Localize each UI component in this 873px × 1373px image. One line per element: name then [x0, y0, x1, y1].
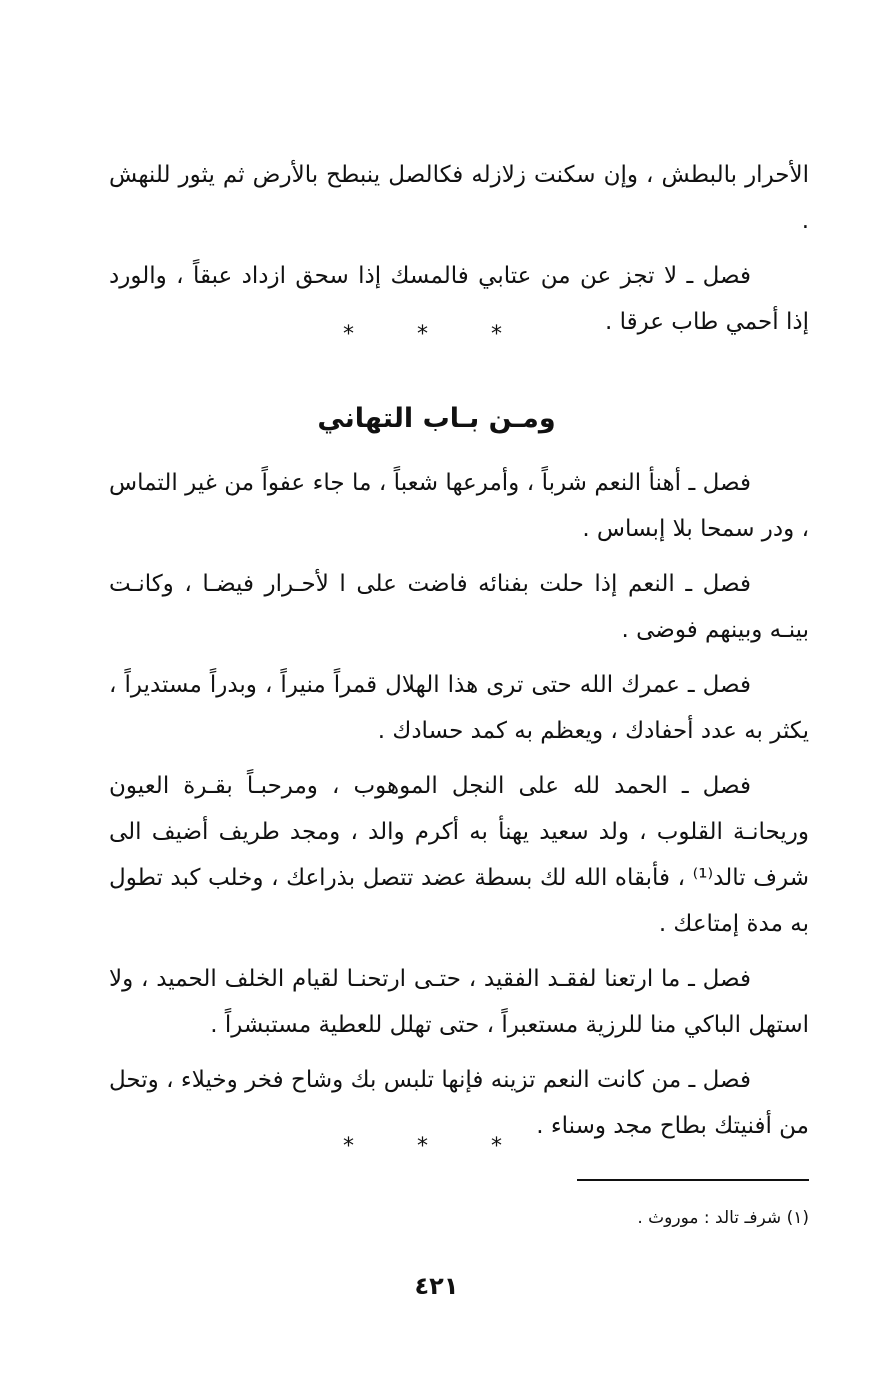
footnote: (١) شرفـ تالد : موروث . — [637, 1208, 809, 1228]
paragraph: فصل ـ النعم إذا حلت بفنائه فاضت على ا لأحـرار فيضـا ، وكانـت بينـه وبينهم فوضى . — [109, 571, 809, 643]
paragraph: فصل ـ ما ارتعنا لفقـد الفقيد ، حتـى ارتحنـا لقيام الخلف الحميد ، ولا استهل الباكي منا للرزية مستعبراً ، حتى تهلل للعطية مستبشراً . — [109, 966, 809, 1038]
paragraph-continuation: الأحرار بالبطش ، وإن سكنت زلازله فكالصل ينبطح بالأرض ثم يثور للنهش . — [109, 162, 809, 234]
paragraph: فصل ـ أهنأ النعم شرباً ، وأمرعها شعباً ، ما جاء عفواً من غير التماس ، ودر سمحا بلا إبساس . — [109, 470, 809, 542]
top-text-block — [109, 152, 809, 345]
separator-stars: * * * — [343, 322, 530, 347]
page-number: ٤٢١ — [414, 1272, 459, 1300]
section-text-block — [109, 460, 809, 1149]
section-title: ومـن بـاب التهاني — [317, 403, 556, 434]
paragraph: فصل ـ عمرك الله حتى ترى هذا الهلال قمراً منيراً ، وبدراً مستديراً ، يكثر به عدد أحفادك ، ويعظم به كمد حسادك . — [109, 672, 809, 744]
paragraph: فصل ـ من كانت النعم تزينه فإنها تلبس بك وشاح فخر وخيلاء ، وتحل من أفنيتك بطاح مجد وسناء . — [109, 1067, 809, 1139]
paragraph: فصل ـ الحمد لله على النجل الموهوب ، ومرحبـاً بقـرة العيون وريحانـة القلوب ، ولد سعيد يهنأ به أكرم والد ، ومجد طريف أضيف الى شرف تالد⁽¹⁾ ، فأبقاه الله لك بسطة عضد تتصل بذراعك ، وخلب كبد تطول به مدة إمتاعك . — [109, 773, 809, 937]
paragraph: فصل ـ لا تجز عن من عتابي فالمسك إذا سحق ازداد عبقاً ، والورد إذا أحمي طاب عرقا . — [109, 263, 809, 335]
separator-stars: * * * — [343, 1134, 530, 1159]
footnote-rule — [577, 1179, 809, 1181]
